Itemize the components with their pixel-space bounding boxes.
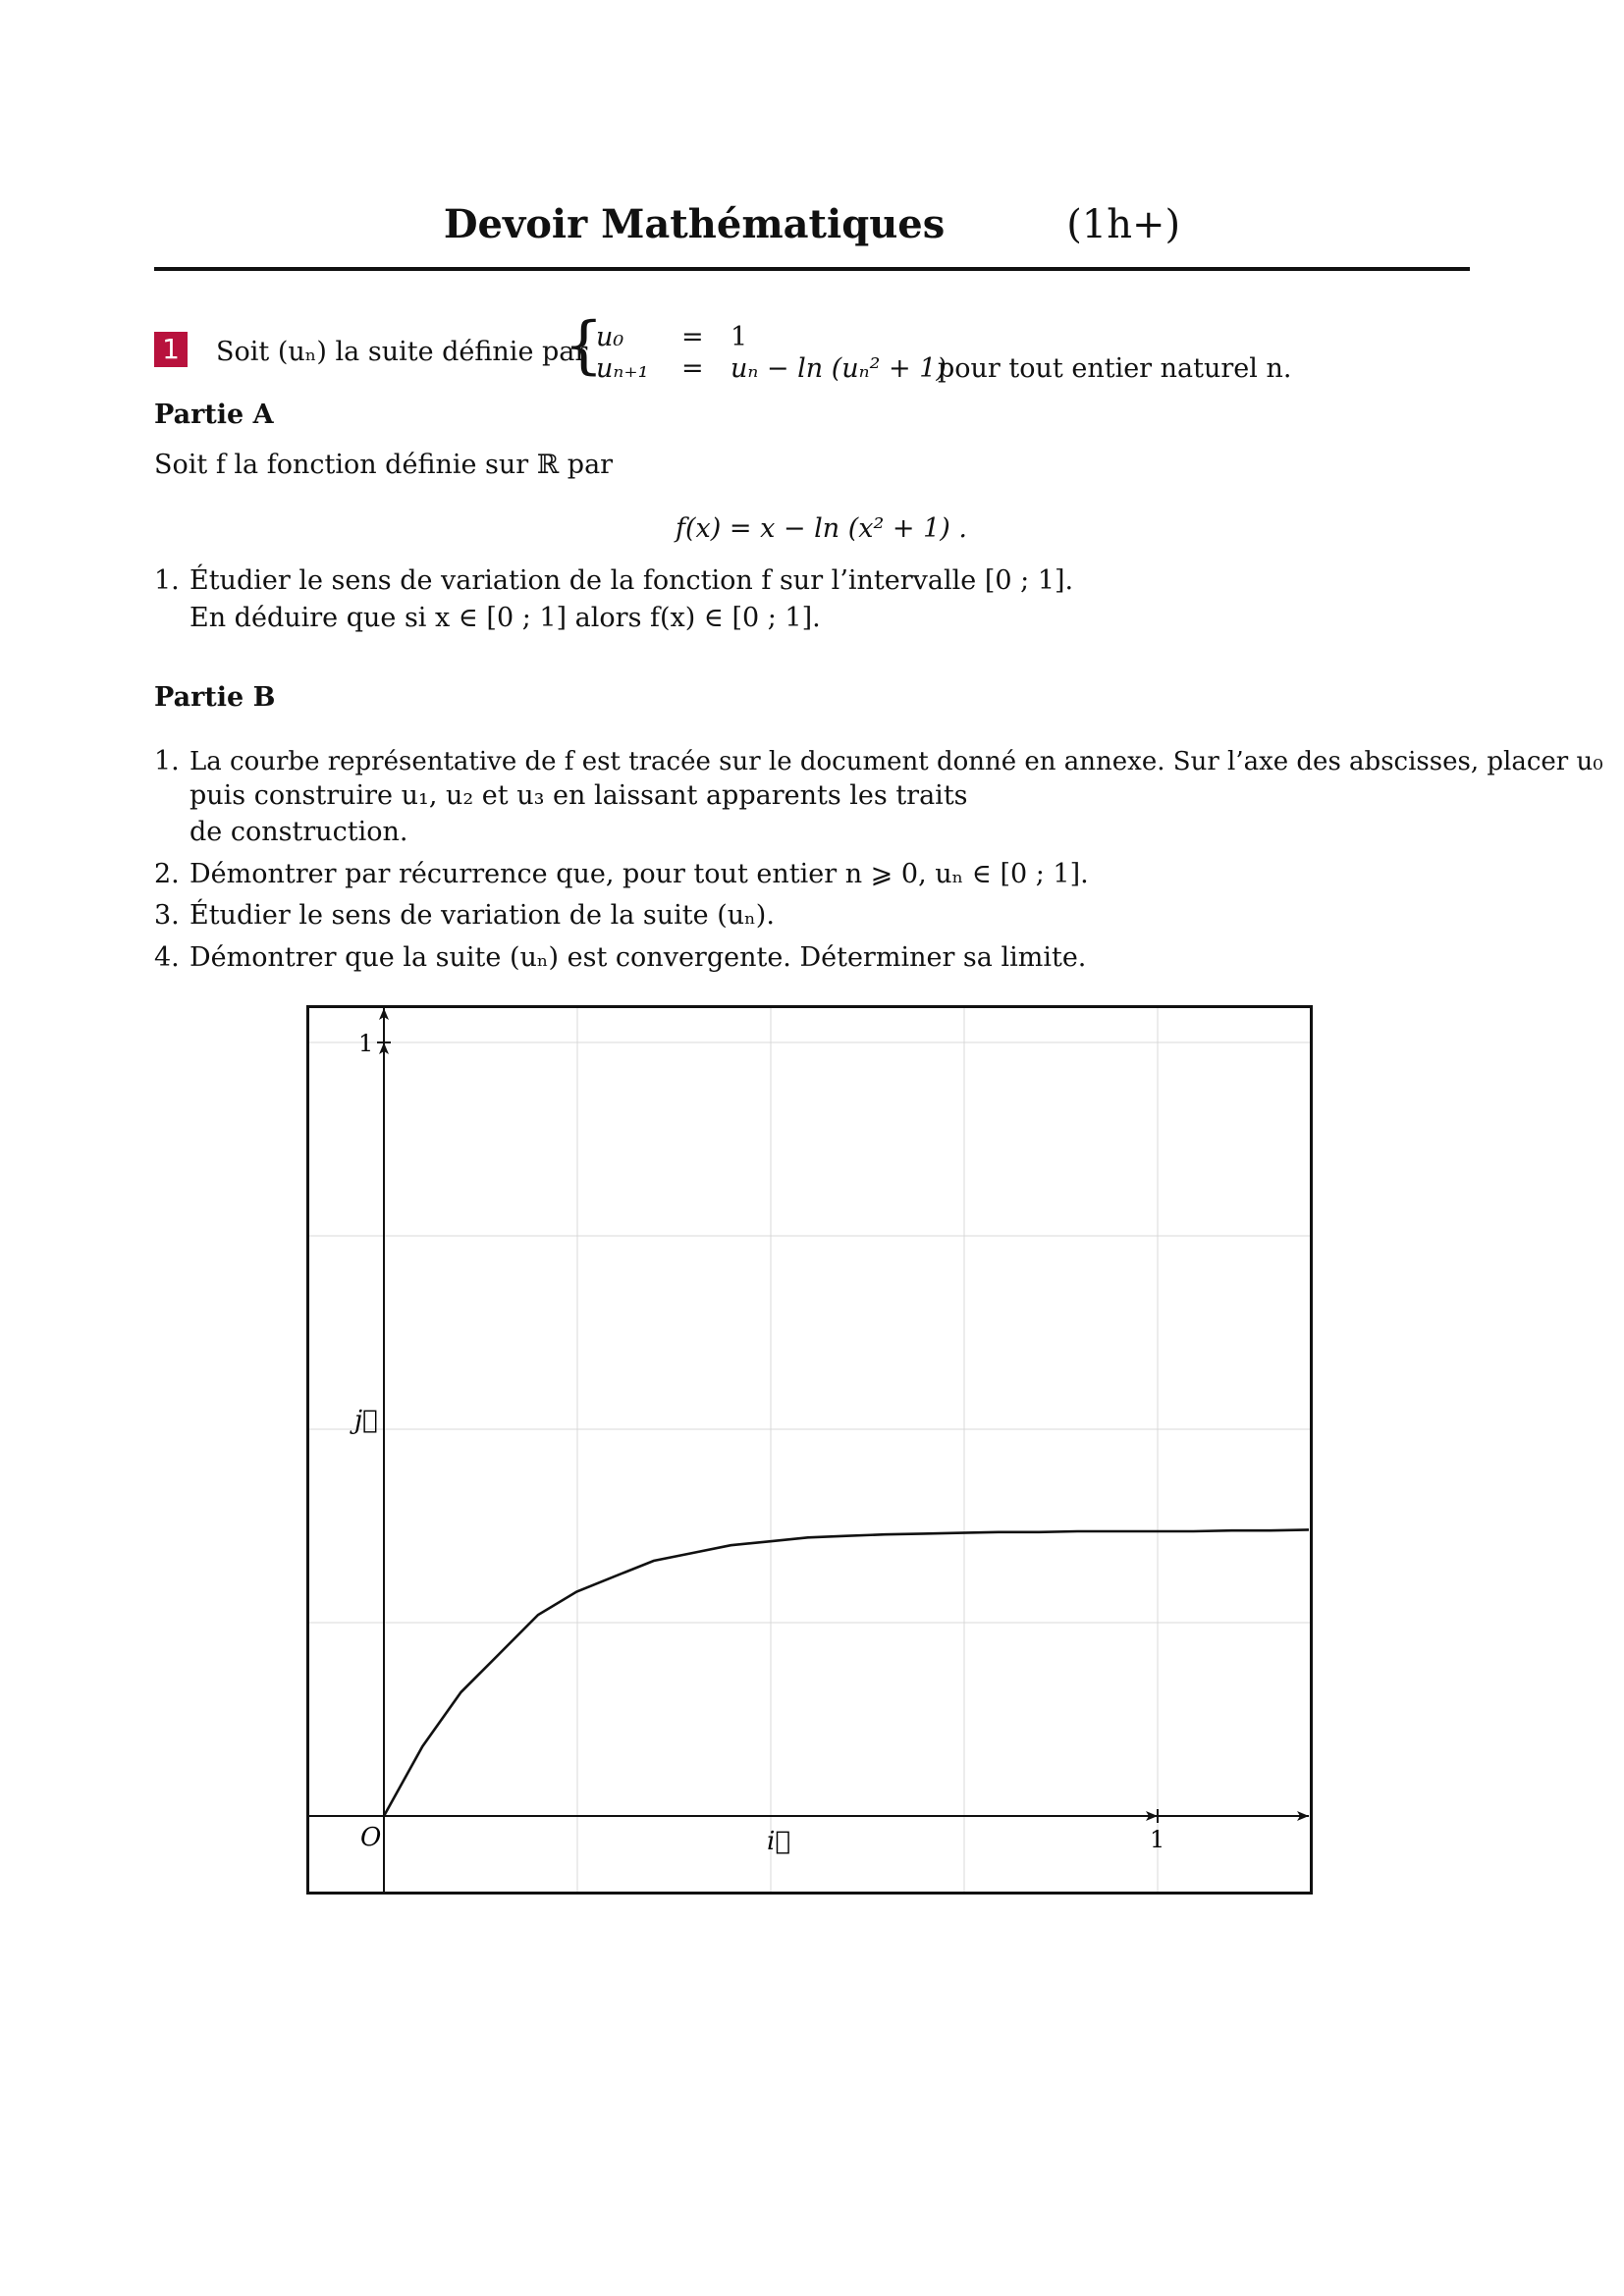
- i-vector-label: i⃗: [767, 1827, 790, 1856]
- partB-heading: Partie B: [154, 682, 276, 713]
- header-rule: [154, 267, 1470, 271]
- partB-q1-line1: La courbe représentative de f est tracée sur le document donné en annexe. Sur l’axe des abscisses, placer u₀: [189, 747, 1603, 776]
- document-header: [0, 201, 1624, 247]
- exercise-intro: Soit (uₙ) la suite définie par: [216, 337, 588, 367]
- document-duration: (1h+): [1066, 202, 1181, 247]
- partB-q4: Démontrer que la suite (uₙ) est convergente. Déterminer sa limite.: [189, 942, 1087, 973]
- partB-q1-number: 1.: [154, 746, 180, 776]
- system-row1-eq: =: [681, 322, 704, 352]
- system-row2-eq: =: [681, 353, 704, 384]
- function-graph: [306, 1005, 1313, 1895]
- j-vector-label: j⃗: [354, 1406, 378, 1435]
- graph-frame: [308, 1007, 1312, 1894]
- partB-q4-number: 4.: [154, 942, 180, 973]
- partB-q2: Démontrer par récurrence que, pour tout entier n ⩾ 0, uₙ ∈ [0 ; 1].: [189, 859, 1089, 889]
- partB-q2-number: 2.: [154, 859, 180, 889]
- partB-q1-line3: de construction.: [189, 817, 408, 847]
- system-row2-tail: pour tout entier naturel n.: [938, 353, 1292, 384]
- system-row2-rhs: uₙ − ln (uₙ² + 1): [731, 353, 947, 384]
- system-row1-rhs: 1: [731, 322, 748, 352]
- partA-q1-line2: En déduire que si x ∈ [0 ; 1] alors f(x) ∈ [0 ; 1].: [189, 603, 821, 633]
- document-title: Devoir Mathématiques: [443, 201, 946, 247]
- exercise-number-badge: 1: [154, 332, 188, 367]
- x-unit-label: 1: [1150, 1826, 1165, 1853]
- system-brace: {: [564, 309, 604, 382]
- system-row1-lhs: u₀: [596, 322, 624, 352]
- partB-q1-line2: puis construire u₁, u₂ et u₃ en laissant apparents les traits: [189, 780, 968, 811]
- partA-intro: Soit f la fonction définie sur ℝ par: [154, 450, 614, 480]
- origin-label: O: [360, 1823, 382, 1852]
- system-row2-lhs: uₙ₊₁: [596, 353, 649, 384]
- partB-q3-number: 3.: [154, 900, 180, 931]
- partB-q3: Étudier le sens de variation de la suite (uₙ).: [189, 900, 775, 931]
- partA-q1-number: 1.: [154, 565, 180, 596]
- partA-formula: f(x) = x − ln (x² + 1) .: [676, 513, 967, 544]
- partA-heading: Partie A: [154, 400, 274, 430]
- partA-q1-line1: Étudier le sens de variation de la fonction f sur l’intervalle [0 ; 1].: [189, 565, 1074, 596]
- y-unit-label: 1: [358, 1030, 374, 1057]
